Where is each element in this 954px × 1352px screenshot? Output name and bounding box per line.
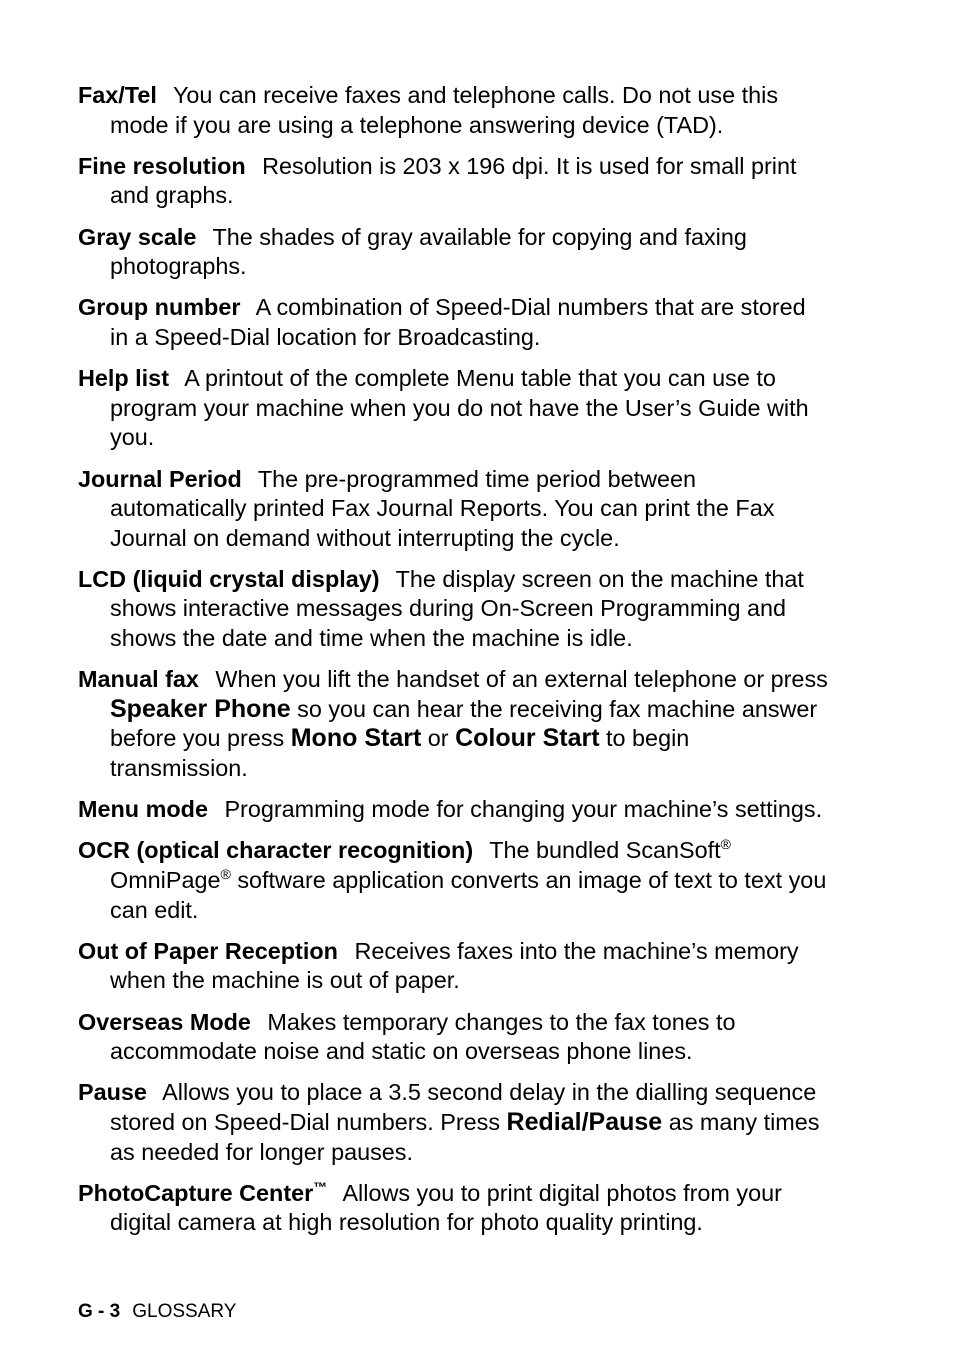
definition-part: The bundled ScanSoft	[489, 837, 721, 864]
glossary-entry-fine-resolution	[78, 152, 830, 211]
term: Group number	[78, 294, 241, 321]
definition: Allows you to print digital photos from your digital camera at high resolution for photo quality printing.	[110, 1179, 782, 1236]
page-number: G - 3	[78, 1301, 121, 1322]
glossary-entry-group-number	[78, 293, 830, 352]
glossary-entry-manual-fax	[78, 665, 830, 783]
trademark-mark: ™	[313, 1178, 328, 1195]
glossary-entry-ocr	[78, 836, 830, 925]
glossary-list	[78, 81, 830, 1250]
definition: The pre-programmed time period between automatically printed Fax Journal Reports. You can print the Fax Journal on demand without interrupting the cycle.	[110, 465, 775, 551]
term: Fine resolution	[78, 152, 246, 179]
glossary-entry-menu-mode	[78, 795, 830, 825]
speaker-phone-key-label: Speaker Phone	[110, 694, 291, 723]
section-name: GLOSSARY	[132, 1301, 237, 1322]
glossary-entry-photocapture-center	[78, 1179, 830, 1238]
redial-pause-key-label: Redial/Pause	[506, 1107, 663, 1136]
term	[78, 1180, 327, 1206]
term: Manual fax	[78, 666, 199, 693]
term: Gray scale	[78, 223, 197, 250]
definition-part: as many times as needed for longer pauses.	[110, 1108, 820, 1165]
glossary-entry-gray-scale	[78, 223, 830, 282]
term: LCD (liquid crystal display)	[78, 565, 380, 592]
glossary-entry-lcd	[78, 565, 830, 654]
definition-part: to begin transmission.	[110, 725, 690, 782]
term: Help list	[78, 365, 169, 392]
glossary-entry-help-list	[78, 364, 830, 453]
definition: Makes temporary changes to the fax tones to accommodate noise and static on overseas phone lines.	[110, 1008, 736, 1065]
colour-start-key-label: Colour Start	[455, 724, 600, 753]
term: Menu mode	[78, 796, 208, 823]
glossary-entry-journal-period	[78, 465, 830, 554]
definition-part: OmniPage	[110, 867, 221, 893]
registered-mark: ®	[720, 836, 731, 853]
definition-part: Allows you to place a 3.5 second delay in the dialling sequence stored on Speed-Dial numbers. Press	[110, 1079, 817, 1135]
term: Out of Paper Reception	[78, 937, 338, 964]
term-text: PhotoCapture Center	[78, 1179, 314, 1206]
definition: Resolution is 203 x 196 dpi. It is used for small print and graphs.	[110, 152, 797, 209]
definition: You can receive faxes and telephone calls. Do not use this mode if you are using a telephone answering device (TAD).	[110, 82, 779, 138]
glossary-entry-out-of-paper-reception	[78, 937, 830, 996]
definition: Programming mode for changing your machine’s settings.	[224, 796, 823, 823]
definition-part: When you lift the handset of an external telephone or press	[215, 666, 828, 693]
definition-part: software application converts an image of text to text you can edit.	[110, 867, 827, 923]
term: Pause	[78, 1079, 147, 1106]
definition-part: or	[427, 725, 449, 752]
definition: A printout of the complete Menu table that you can use to program your machine when you do not have the User’s Guide with you.	[110, 365, 809, 451]
glossary-entry-fax-tel	[78, 81, 830, 140]
definition-part: so you can hear the receiving fax machine answer before you press	[110, 695, 818, 752]
mono-start-key-label: Mono Start	[290, 724, 422, 753]
definition: The shades of gray available for copying and faxing photographs.	[110, 223, 747, 280]
glossary-entry-pause	[78, 1078, 830, 1167]
registered-mark: ®	[220, 866, 231, 882]
definition: A combination of Speed-Dial numbers that are stored in a Speed-Dial location for Broadcasting.	[110, 294, 806, 350]
page-footer	[78, 1301, 236, 1323]
term: Fax/Tel	[78, 82, 157, 108]
glossary-entry-overseas-mode	[78, 1008, 830, 1067]
term: Journal Period	[78, 465, 242, 492]
definition: Receives faxes into the machine’s memory when the machine is out of paper.	[110, 937, 799, 994]
term: Overseas Mode	[78, 1008, 251, 1035]
term: OCR (optical character recognition)	[78, 837, 474, 864]
definition: The display screen on the machine that shows interactive messages during On-Screen Programming and shows the date and time when the machine is idle.	[110, 565, 804, 652]
